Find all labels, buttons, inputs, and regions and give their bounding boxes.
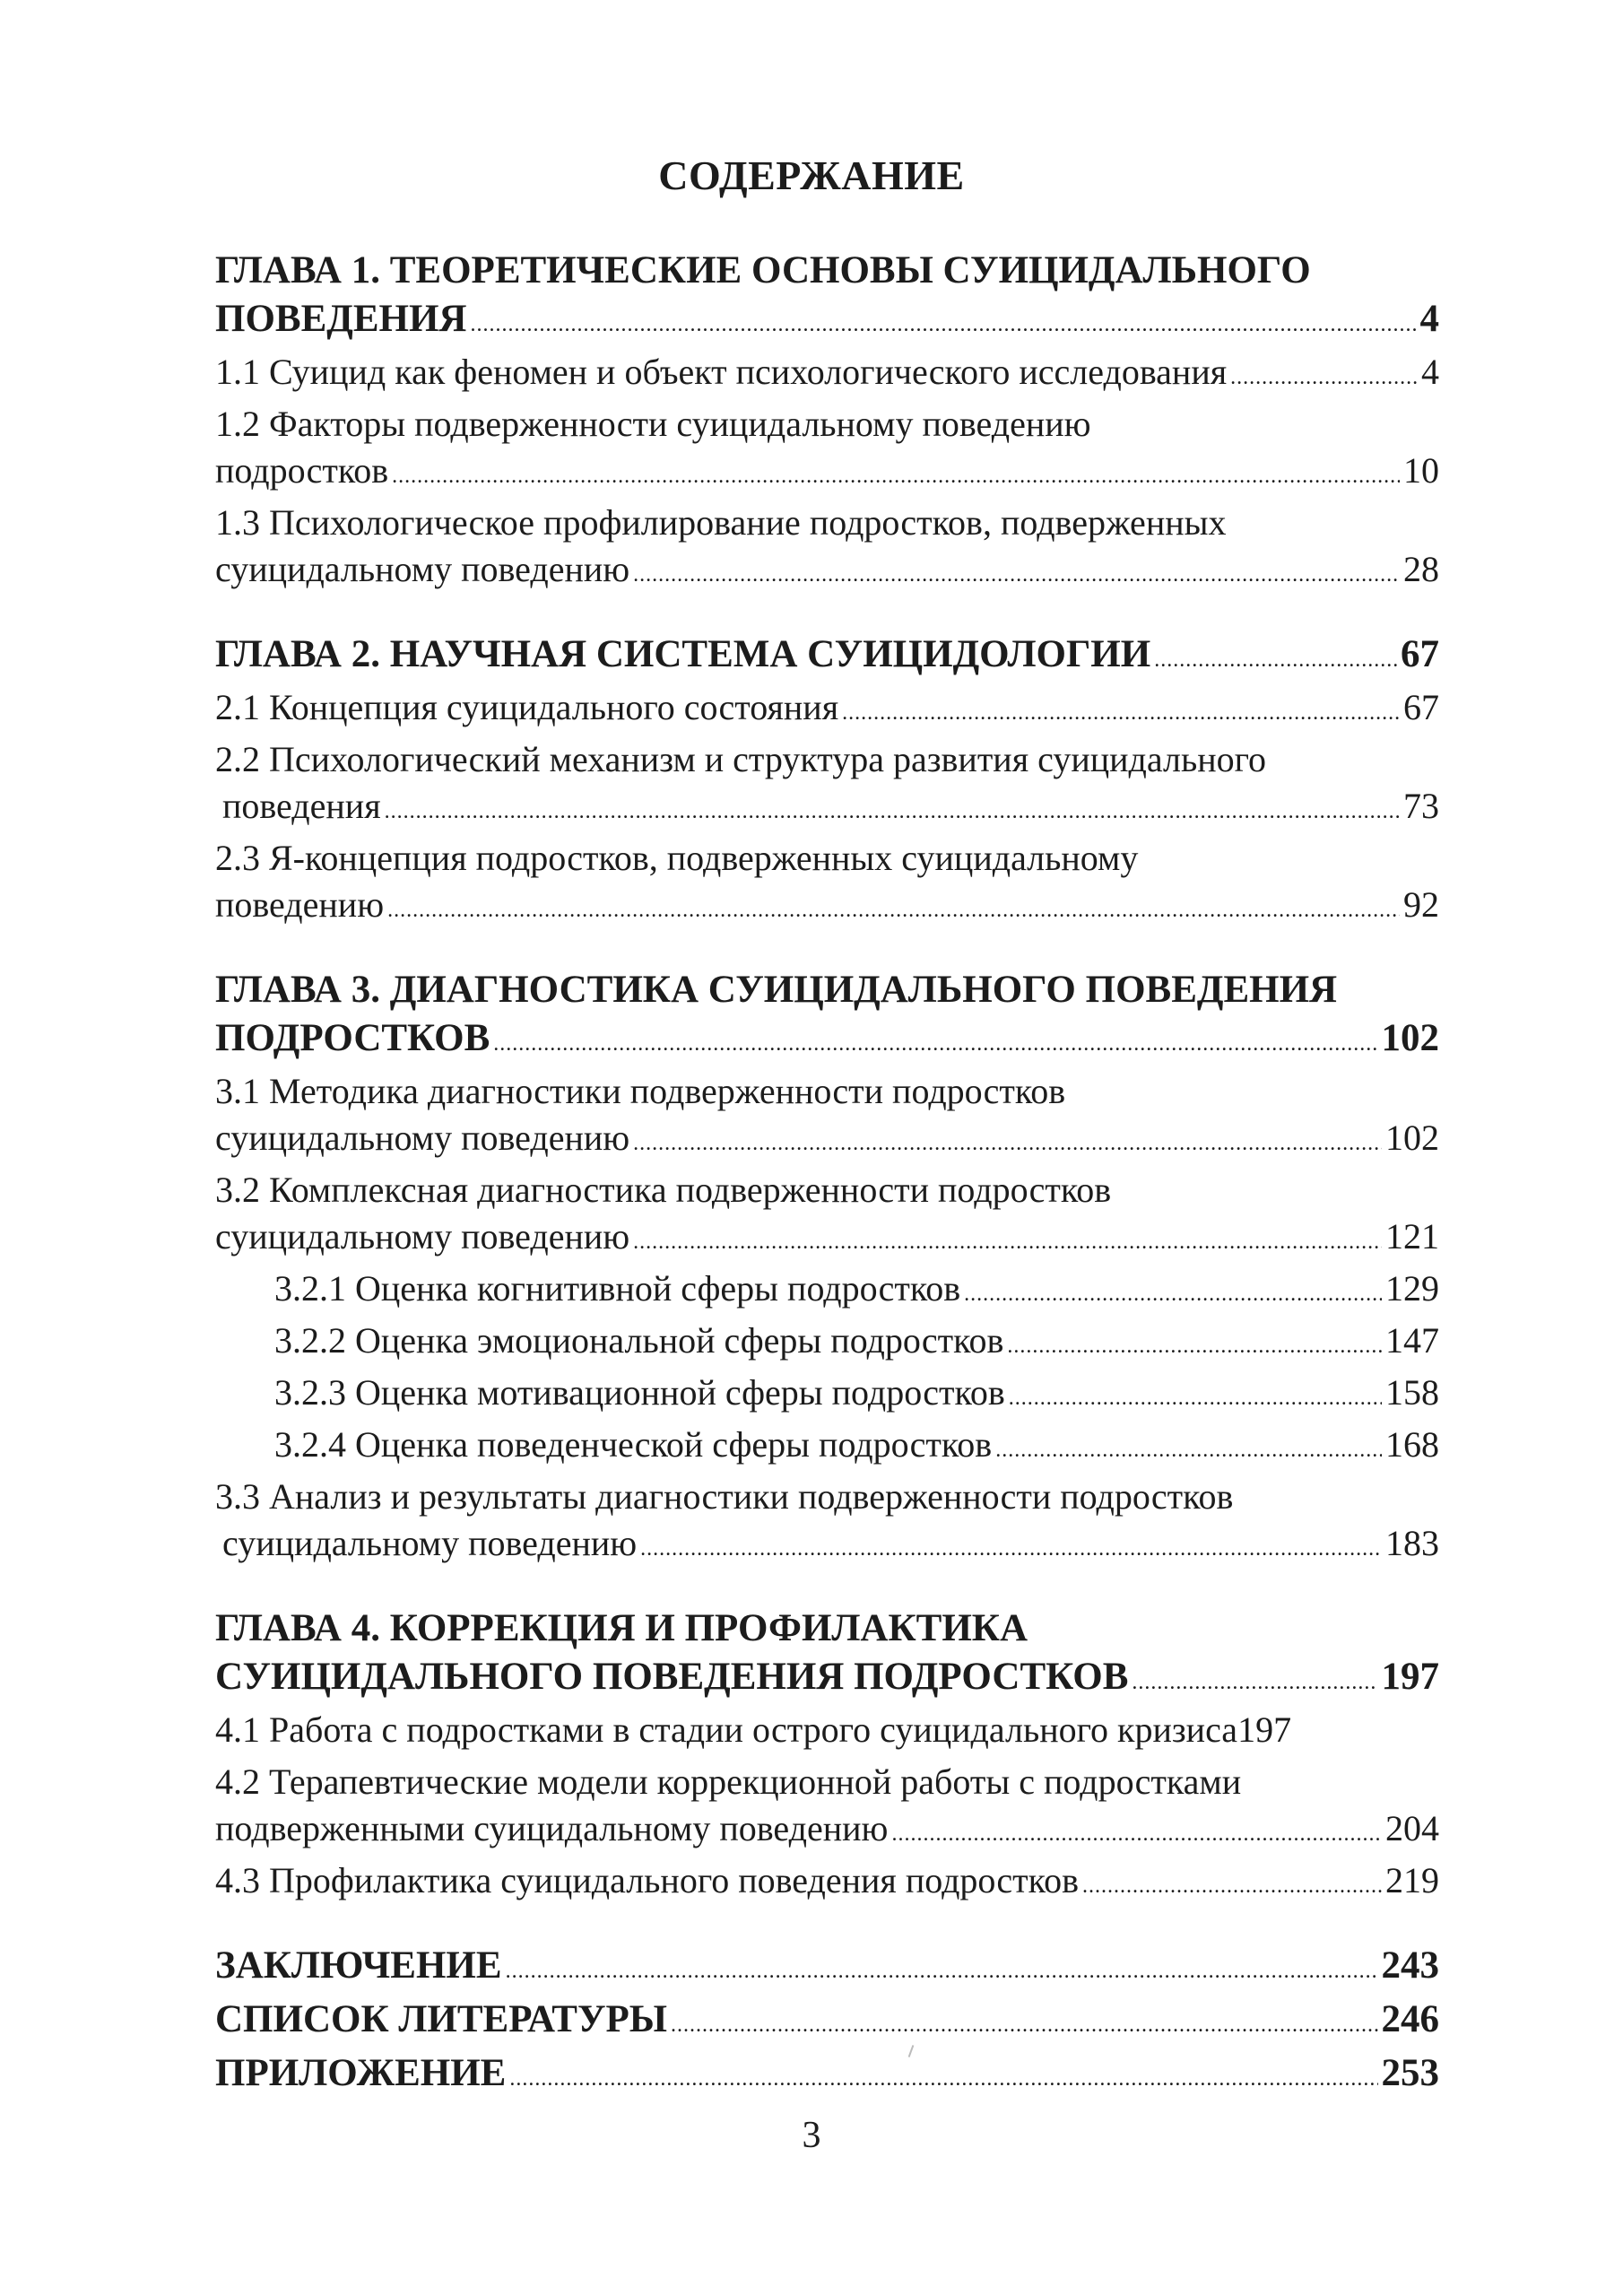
- toc-entry-2-3-line1: [215, 835, 1439, 882]
- references-title: СПИСОК ЛИТЕРАТУРЫ: [215, 1998, 667, 2040]
- leader-dots: [387, 887, 1400, 934]
- entry-title-cont: суицидальному поведению: [222, 1523, 638, 1563]
- toc-entry-4-2-line2: [215, 1805, 1439, 1857]
- chapter-3-heading-line2: [215, 1014, 1439, 1068]
- toc-entry-3-2-4: [215, 1422, 1439, 1474]
- entry-title-cont: суицидальному поведению: [215, 549, 630, 589]
- toc-entry-3-3-line1: [215, 1474, 1439, 1520]
- leader-dots: [1230, 354, 1418, 401]
- toc-entry-1-2-line1: [215, 401, 1439, 448]
- leader-dots: [392, 453, 1400, 500]
- toc-entry-2-3-line2: [215, 882, 1439, 934]
- entry-title-cont: суицидальному поведению: [215, 1216, 630, 1257]
- entry-title: 3.3 Анализ и результаты диагностики подверженности подростков: [215, 1476, 1234, 1517]
- leader-dots: [506, 1947, 1378, 1996]
- toc-entry-3-3-line2: [215, 1520, 1439, 1572]
- references-page: 246: [1381, 1998, 1439, 2040]
- chapter-4-title-part2: СУИЦИДАЛЬНОГО ПОВЕДЕНИЯ ПОДРОСТКОВ: [215, 1656, 1129, 1698]
- toc-entry-3-2-line1: [215, 1167, 1439, 1213]
- entry-title: 4.1 Работа с подростками в стадии острого суицидального кризиса: [215, 1709, 1238, 1750]
- page-number: 3: [802, 2115, 821, 2156]
- entry-title: 1.1 Суицид как феномен и объект психологического исследования: [215, 352, 1228, 392]
- toc-entry-3-2-2: [215, 1318, 1439, 1370]
- leader-dots: [1082, 1863, 1382, 1909]
- appendix-title: ПРИЛОЖЕНИЕ: [215, 2052, 507, 2094]
- leader-dots: [1132, 1658, 1377, 1707]
- leader-dots: [470, 300, 1416, 349]
- chapter-1-heading-line2: [215, 295, 1439, 349]
- entry-title: 3.2 Комплексная диагностика подверженности подростков: [215, 1170, 1112, 1210]
- entry-title: 3.2.2 Оценка эмоциональной сферы подростков: [274, 1320, 1004, 1361]
- entry-title-cont: подверженными суицидальному поведению: [215, 1808, 889, 1848]
- entry-page: 73: [1403, 786, 1439, 826]
- entry-title-cont: поведения: [222, 786, 381, 826]
- entry-page: 204: [1385, 1808, 1439, 1848]
- toc-entry-2-1: [215, 684, 1439, 736]
- chapter-1-page: 4: [1419, 298, 1439, 340]
- entry-title: 2.3 Я-концепция подростков, подверженных суицидальному: [215, 838, 1139, 878]
- chapter-1-heading-line1: [215, 247, 1439, 295]
- chapter-3-title-part1: ГЛАВА 3. ДИАГНОСТИКА СУИЦИДАЛЬНОГО ПОВЕДЕНИЯ: [215, 969, 1338, 1011]
- leader-dots: [633, 552, 1400, 598]
- entry-page: 183: [1385, 1523, 1439, 1563]
- leader-dots: [633, 1219, 1382, 1265]
- toc-entry-2-2-line2: [215, 783, 1439, 835]
- leader-dots: [891, 1811, 1382, 1857]
- entry-title: 4.2 Терапевтические модели коррекционной работы с подростками: [215, 1761, 1242, 1802]
- chapter-3-page: 102: [1381, 1017, 1439, 1059]
- entry-title: 3.2.3 Оценка мотивационной сферы подростков: [274, 1372, 1005, 1413]
- leader-dots: [1007, 1323, 1382, 1370]
- entry-title: 4.3 Профилактика суицидального поведения подростков: [215, 1860, 1079, 1900]
- chapter-3-title-part2: ПОДРОСТКОВ: [215, 1017, 490, 1059]
- toc-entry-3-1-line1: [215, 1068, 1439, 1115]
- leader-dots: [671, 2001, 1378, 2049]
- entry-title-cont: суицидальному поведению: [215, 1118, 630, 1158]
- entry-title: 3.2.1 Оценка когнитивной сферы подростков: [274, 1268, 961, 1309]
- leader-dots: [995, 1427, 1382, 1474]
- entry-page: 219: [1385, 1860, 1439, 1900]
- chapter-2-heading: [215, 631, 1439, 684]
- entry-title-cont: подростков: [215, 450, 389, 491]
- entry-title: 1.3 Психологическое профилирование подростков, подверженных: [215, 502, 1227, 543]
- page-title: СОДЕРЖАНИЕ: [658, 152, 965, 198]
- leader-dots: [1154, 636, 1397, 684]
- entry-title: 2.2 Психологический механизм и структура развития суицидального: [215, 739, 1267, 779]
- chapter-1-title-part2: ПОВЕДЕНИЯ: [215, 298, 467, 340]
- entry-title-cont: поведению: [215, 884, 385, 925]
- toc-entry-2-2-line1: [215, 736, 1439, 783]
- entry-page: 147: [1385, 1320, 1439, 1361]
- entry-page: 168: [1385, 1424, 1439, 1465]
- entry-page: 92: [1403, 884, 1439, 925]
- toc-entry-1-3-line2: [215, 546, 1439, 598]
- entry-page: 10: [1403, 450, 1439, 491]
- entry-page: 102: [1385, 1118, 1439, 1158]
- entry-page: 67: [1403, 687, 1439, 727]
- toc-entry-4-3: [215, 1857, 1439, 1909]
- leader-dots: [1009, 1375, 1382, 1422]
- chapter-4-title-part1: ГЛАВА 4. КОРРЕКЦИЯ И ПРОФИЛАКТИКА: [215, 1607, 1028, 1649]
- entry-title: 3.1 Методика диагностики подверженности подростков: [215, 1071, 1066, 1111]
- entry-title: 1.2 Факторы подверженности суицидальному поведению: [215, 404, 1091, 444]
- toc-entry-appendix: [215, 2049, 1439, 2103]
- toc-entry-3-2-1: [215, 1265, 1439, 1318]
- leader-dots: [509, 2055, 1377, 2103]
- toc-entry-conclusion: [215, 1942, 1439, 1996]
- entry-page: 4: [1421, 352, 1439, 392]
- toc-entry-1-1: [215, 349, 1439, 401]
- leader-dots: [633, 1120, 1382, 1167]
- conclusion-title: ЗАКЛЮЧЕНИЕ: [215, 1944, 502, 1987]
- entry-page: 121: [1385, 1216, 1439, 1257]
- entry-title: 2.1 Концепция суицидального состояния: [215, 687, 839, 727]
- leader-dots: [640, 1526, 1382, 1572]
- leader-dots: [493, 1020, 1377, 1068]
- toc-entry-4-1: [215, 1707, 1439, 1759]
- toc-entry-references: [215, 1996, 1439, 2049]
- entry-title: 3.2.4 Оценка поведенческой сферы подростков: [274, 1424, 993, 1465]
- toc-entry-3-2-3: [215, 1370, 1439, 1422]
- leader-dots: [964, 1271, 1382, 1318]
- chapter-2-title: ГЛАВА 2. НАУЧНАЯ СИСТЕМА СУИЦИДОЛОГИИ: [215, 633, 1151, 675]
- toc-entry-1-3-line1: [215, 500, 1439, 546]
- toc-entry-4-2-line1: [215, 1759, 1439, 1805]
- appendix-page: 253: [1381, 2052, 1439, 2094]
- toc-entry-3-1-line2: [215, 1115, 1439, 1167]
- chapter-1-title-part1: ГЛАВА 1. ТЕОРЕТИЧЕСКИЕ ОСНОВЫ СУИЦИДАЛЬНОГО: [215, 249, 1311, 291]
- leader-dots: [842, 690, 1400, 736]
- chapter-3-heading-line1: [215, 966, 1439, 1014]
- chapter-4-heading-line2: [215, 1653, 1439, 1707]
- table-of-contents: [215, 247, 1439, 2103]
- chapter-4-page: 197: [1381, 1656, 1439, 1698]
- entry-page: 197: [1237, 1709, 1292, 1750]
- leader-dots: [385, 788, 1400, 835]
- conclusion-page: 243: [1381, 1944, 1439, 1987]
- entry-page: 28: [1403, 549, 1439, 589]
- toc-entry-3-2-line2: [215, 1213, 1439, 1265]
- entry-page: 158: [1385, 1372, 1439, 1413]
- toc-entry-1-2-line2: [215, 448, 1439, 500]
- chapter-2-page: 67: [1401, 633, 1439, 675]
- chapter-4-heading-line1: [215, 1605, 1439, 1653]
- entry-page: 129: [1385, 1268, 1439, 1309]
